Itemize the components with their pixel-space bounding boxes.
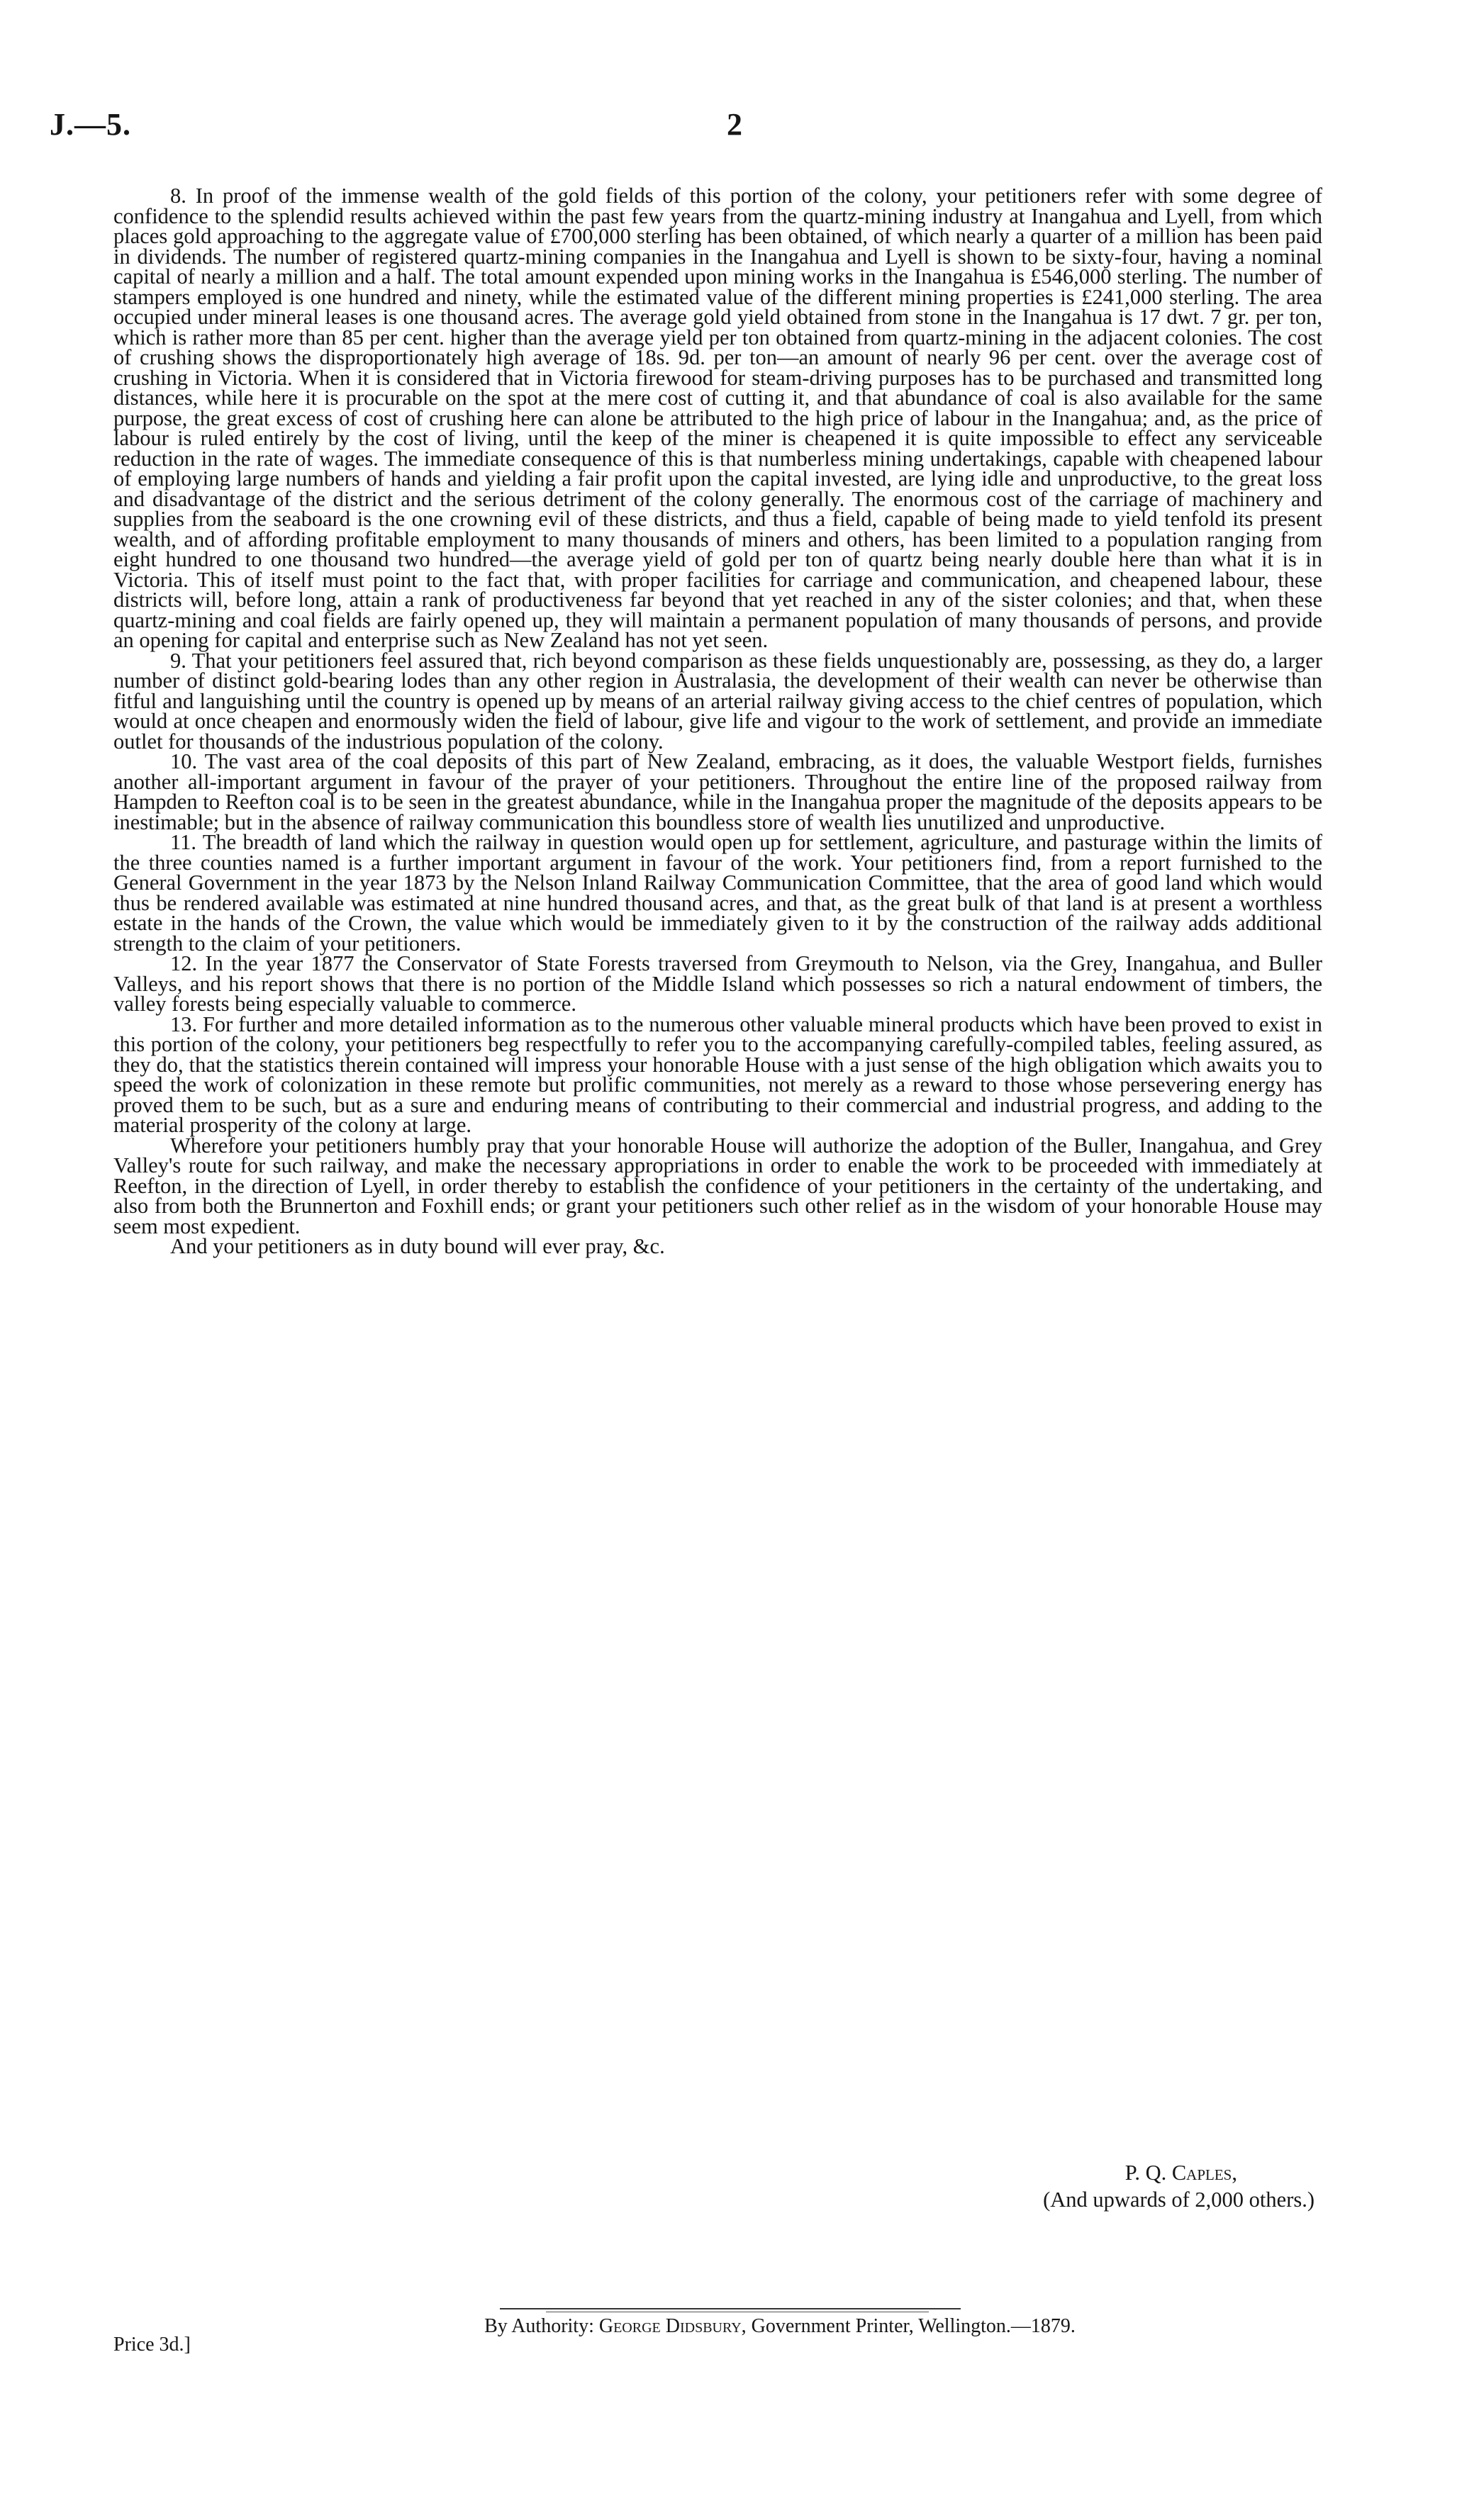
closing-paragraph: And your petitioners as in duty bound will ever pray, &c. — [170, 1234, 665, 1258]
page-number: 2 — [727, 107, 742, 142]
imprint-suffix: , Government Printer, Wellington.—1879. — [741, 2315, 1076, 2337]
page-reference: J.—5. — [50, 107, 131, 142]
signatory-note: (And upwards of 2,000 others.) — [1043, 2188, 1314, 2212]
paragraph-11: 11. The breadth of land which the railway in question would open up for settlement, agriculture, and pasturage within the limits of the three counties named is a further important argument in favour of the work. Your petitioners find, from a report furnished to the General Government in the year 1873 by the Nelson Inland Railway Communication Committee, that the area of good land which would thus be rendered available was estimated at nine hundred thousand acres, and that, as the great bulk of that land is at present a worthless estate in the hands of the Crown, the value which would be immediately given to it by the construction of the railway adds additional strength to the claim of your petitioners. — [113, 830, 1322, 956]
signature-block — [851, 2159, 1319, 2213]
printer-imprint — [319, 2314, 1241, 2339]
imprint-prefix: By Authority: — [484, 2315, 599, 2337]
signatory-name: P. Q. Caples, — [1124, 2161, 1237, 2185]
price-label: Price 3d.] — [113, 2334, 191, 2356]
printer-name: George Didsbury — [598, 2315, 742, 2337]
paragraph-10: 10. The vast area of the coal deposits of this part of New Zealand, embracing, as it does, the valuable Westport fields, furnishes another all-important argument in favour of the prayer of your petitioners. Throughout the entire line of the proposed railway from Hampden to Reefton coal is to be seen in the greatest abundance, while in the Inangahua proper the magnitude of the deposits appears to be inestimable; but in the absence of railway communication this boundless store of wealth lies unutilized and unproductive. — [113, 749, 1322, 834]
paragraph-8: 8. In proof of the immense wealth of the gold fields of this portion of the colony, your petitioners refer with some degree of confidence to the splendid results achieved within the past few years from the quartz-mining industry at Inangahua and Lyell, from which places gold approaching to the aggregate value of £700,000 sterling has been obtained, of which nearly a quarter of a million has been paid in dividends. The number of registered quartz-mining companies in the Inangahua and Lyell is shown to be sixty-four, having a nominal capital of nearly a million and a half. The total amount expended upon mining works in the Inangahua is £546,000 sterling. The number of stampers employed is one hundred and ninety, while the estimated value of the different mining properties is £241,000 sterling. The area occupied under mineral leases is one thousand acres. The average gold yield obtained from stone in the Inangahua is 17 dwt. 7 gr. per ton, which is rather more than 85 per cent. higher than the average yield per ton obtained from quartz-mining in the adjacent colonies. The cost of crushing shows the disproportionately high average of 18s. 9d. per ton—an amount of nearly 96 per cent. over the average cost of crushing in Victoria. When it is considered that in Victoria firewood for steam-driving purposes has to be purchased and transmitted long distances, while here it is procurable on the spot at the mere cost of cutting it, and that abundance of coal is also available for the same purpose, the great excess of cost of crushing here can alone be attributed to the high price of labour in the Inangahua; and, as the price of labour is ruled entirely by the cost of living, until the keep of the miner is cheapened it is quite impossible to effect any serviceable reduction in the rate of wages. The immediate consequence of this is that numberless mining undertakings, capable with cheapened labour of employing large numbers of hands and yielding a fair profit upon the capital invested, are lying idle and unproductive, to the great loss and disadvantage of the district and the serious detriment of the colony generally. The enormous cost of the carriage of machinery and supplies from the seaboard is the one crowning evil of these districts, and thus a field, capable of being made to yield tenfold its present wealth, and of affording profitable employment to many thousands of miners and others, has been limited to a population ranging from eight hundred to one thousand two hundred—the average yield of gold per ton of quartz being nearly double here than what it is in Victoria. This of itself must point to the fact that, with proper facilities for carriage and communication, and cheapened labour, these districts will, before long, attain a rank of productiveness far beyond that yet reached in any of the sister colonies; and that, when these quartz-mining and coal fields are fairly opened up, they will maintain a permanent population of many thousands of persons, and provide an opening for capital and enterprise such as New Zealand has not yet seen. — [113, 184, 1322, 652]
paragraph-13: 13. For further and more detailed information as to the numerous other valuable mineral products which have been proved to exist in this portion of the colony, your petitioners beg respectfully to refer you to the accompanying carefully-compiled tables, feeling assured, as they do, that the statistics therein contained will impress your honorable House with a just sense of the high obligation which awaits you to speed the work of colonization in these remote but prolific communities, not merely as a reward to those whose persevering energy has proved them to be such, but as a sure and enduring means of contributing to their commercial and industrial progress, and adding to the material prosperity of the colony at large. — [113, 1012, 1322, 1137]
paragraph-9: 9. That your petitioners feel assured that, rich beyond comparison as these fields unquestionably are, possessing, as they do, a larger number of distinct gold-bearing lodes than any other region in Australasia, the development of their wealth can never be otherwise than fitful and languishing until the country is opened up by means of an arterial railway giving access to the chief centres of population, which would at once cheapen and enormously widen the field of labour, give life and vigour to the work of settlement, and provide an immediate outlet for thousands of the industrious population of the colony. — [113, 648, 1322, 754]
prayer-paragraph: Wherefore your petitioners humbly pray that your honorable House will authorize the adoption of the Buller, Inangahua, and Grey Valley's route for such railway, and make the necessary appropriations in order to enable the work to be proceeded with immediately at Reefton, in the direction of Lyell, in order thereby to establish the confidence of your petitioners in the certainty of the undertaking, and also from both the Brunnerton and Foxhill ends; or grant your petitioners such other relief as in the wisdom of your honorable House may seem most expedient. — [113, 1133, 1322, 1238]
paragraph-12: 12. In the year 1877 the Conservator of State Forests traversed from Greymouth to Nelson, via the Grey, Inangahua, and Buller Valleys, and his report shows that there is no portion of the Middle Island which possesses so rich a natural endowment of timbers, the valley forests being especially valuable to commerce. — [113, 951, 1322, 1016]
petition-body — [113, 186, 1322, 1257]
footer-rule — [500, 2308, 961, 2309]
